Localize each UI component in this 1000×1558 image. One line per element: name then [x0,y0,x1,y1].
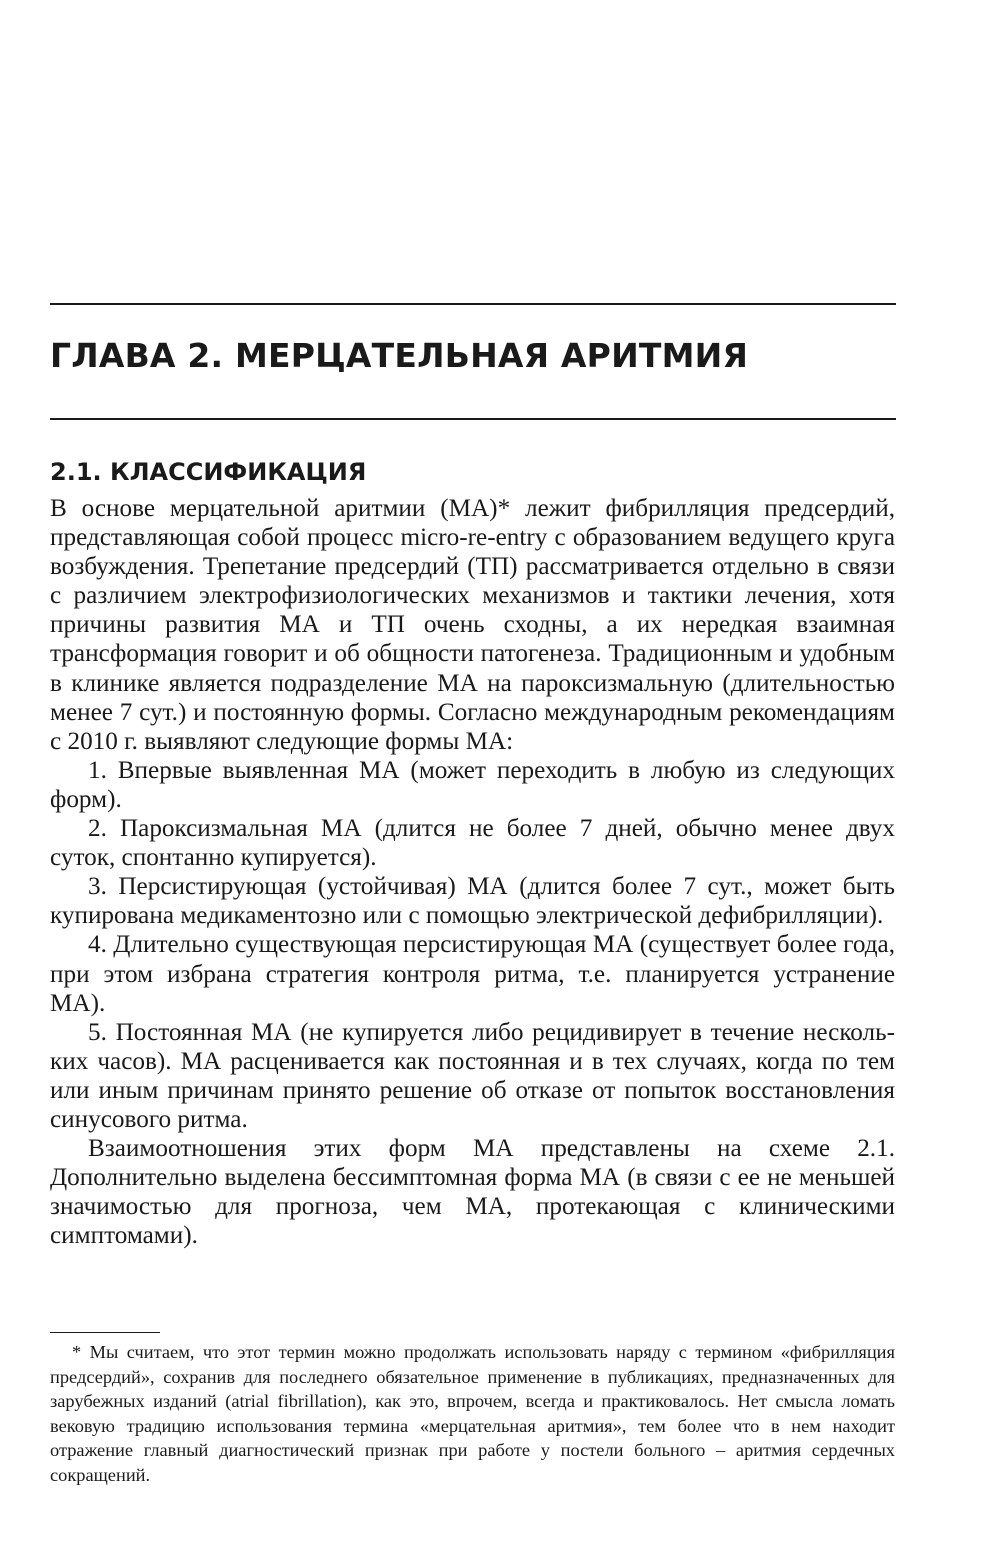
chapter-title: ГЛАВА 2. МЕРЦАТЕЛЬНАЯ АРИТМИЯ [50,336,749,375]
footnote: * Мы считаем, что этот термин можно продолжать использовать наряду с термином «фибрилляция предсердий», сохранив для последнего обязательное применение в публикациях, предназначенных для зарубежных изданий (atrial fibrillation), как это, впрочем, всегда и практиковалось. Нет смысла ломать вековую традицию использования термина «мерцательная аритмия», тем более что в нем находит отражение главный диагностический признак при работе у постели больного – аритмия сердечных сокращений. [50,1342,895,1485]
list-item-5: 5. Постоянная МА (не купируется либо рецидивирует в течение нескольких часов). МА расценивается как постоянная и в тех случаях, когда по тем или иным причинам принято решение об отказе от попыток восстановления синусового ритма. [50,1018,895,1133]
intro-paragraph: В основе мерцательной аритмии (МА)* лежит фибрилляция предсердий, представляющая собой процесс micro-re-entry с образованием ведущего круга возбуждения. Трепетание предсердий (ТП) рассматривается отдельно в связи с различием электрофизиологических механизмов и тактики лечения, хотя причины развития МА и ТП очень сходны, а их нередкая взаимная трансформация говорит и об общности патогенеза. Традиционным и удобным в клинике является подразделение МА на пароксизмальную (длительностью менее 7 сут.) и постоянную формы. Согласно международным рекомендациям с 2010 г. выявляют следующие формы МА: [50,495,895,755]
section-title: 2.1. КЛАССИФИКАЦИЯ [50,458,367,486]
list-item-1: 1. Впервые выявленная МА (может переходить в любую из следующих форм). [50,756,895,813]
list-item-3: 3. Персистирующая (устойчивая) МА (длится более 7 сут., может быть купирована медикаментозно или с помощью электрической дефибрилляции). [50,873,895,930]
chapter-rule-top [50,303,896,305]
closing-paragraph: Взаимоотношения этих форм МА представлены на схеме 2.1. Дополнительно выделена бессимптомная форма МА (в связи с ее не меньшей значимостью для прогноза, чем МА, протекающая с клиническими симптомами). [50,1135,895,1250]
footnote-separator [50,1332,160,1333]
list-item-4: 4. Длительно существующая персистирующая МА (существует более года, при этом избрана стратегия контроля ритма, т.е. планируется устранение МА). [50,931,895,1017]
list-item-2: 2. Пароксизмальная МА (длится не более 7 дней, обычно менее двух суток, спонтанно купируется). [50,815,895,872]
chapter-rule-bottom [50,418,896,420]
section-body [50,494,895,1250]
